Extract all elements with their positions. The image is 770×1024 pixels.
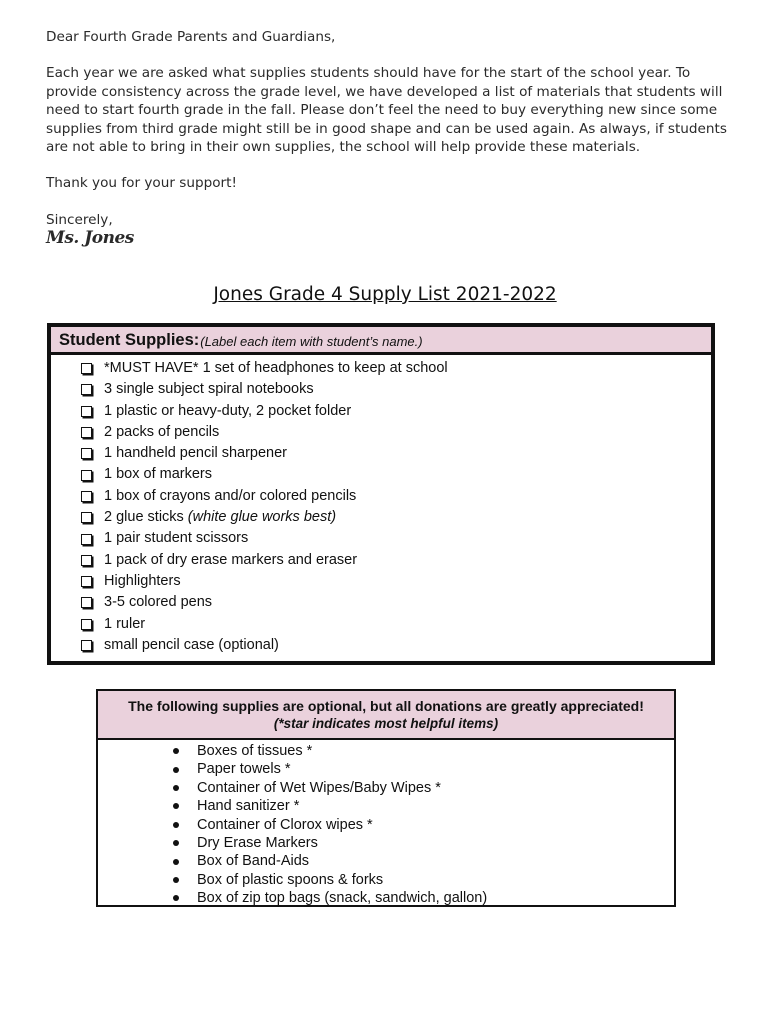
list-item xyxy=(81,614,711,635)
list-item-text: Container of Clorox wipes * xyxy=(197,816,373,833)
list-item xyxy=(81,443,711,464)
list-item xyxy=(81,401,711,422)
bullet-icon xyxy=(173,767,179,773)
letter-closing: Sincerely, xyxy=(46,211,113,228)
checkbox-icon xyxy=(81,406,92,417)
optional-supplies-header xyxy=(98,691,674,740)
bullet-icon xyxy=(173,877,179,883)
list-item xyxy=(81,528,711,549)
list-item-note: (white glue works best) xyxy=(187,509,337,526)
list-item xyxy=(173,816,674,834)
checkbox-icon xyxy=(81,597,92,608)
list-item-text: *MUST HAVE* 1 set of headphones to keep at school xyxy=(104,360,448,376)
list-item-text: Highlighters xyxy=(104,572,181,589)
student-supplies-header xyxy=(51,327,711,355)
list-item-text: 2 packs of pencils xyxy=(104,423,220,440)
student-supplies-heading: Student Supplies: xyxy=(59,331,200,349)
letter xyxy=(46,28,736,248)
optional-supplies-heading: The following supplies are optional, but all donations are greatly appreciated! xyxy=(128,698,644,714)
bullet-icon xyxy=(173,803,179,809)
checkbox-icon xyxy=(81,555,92,566)
list-item-text: 3-5 colored pens xyxy=(104,594,213,611)
bullet-icon xyxy=(173,748,179,754)
optional-supplies-box xyxy=(96,689,676,907)
list-item-text: 1 ruler xyxy=(104,615,146,632)
checkbox-icon xyxy=(81,534,92,545)
list-item-text: 1 plastic or heavy-duty, 2 pocket folder xyxy=(104,402,352,419)
list-item xyxy=(173,852,674,870)
list-item-text: 1 pack of dry erase markers and eraser xyxy=(104,551,358,568)
list-item-text: Paper towels * xyxy=(197,761,291,778)
list-item xyxy=(173,871,674,889)
letter-greeting: Dear Fourth Grade Parents and Guardians, xyxy=(46,29,336,45)
list-item-text: Dry Erase Markers xyxy=(197,835,318,852)
list-item xyxy=(81,422,711,443)
list-item xyxy=(81,486,711,507)
list-item xyxy=(173,742,674,760)
list-item xyxy=(81,507,711,528)
list-item xyxy=(81,550,711,571)
checkbox-icon xyxy=(81,384,92,395)
list-item xyxy=(81,571,711,592)
list-item xyxy=(173,779,674,797)
list-item-text: Box of Band-Aids xyxy=(197,853,310,870)
letter-thanks: Thank you for your support! xyxy=(46,175,237,192)
signature: Ms. Jones xyxy=(46,228,134,249)
bullet-icon xyxy=(173,859,179,865)
bullet-icon xyxy=(173,785,179,791)
student-supplies-note: (Label each item with student’s name.) xyxy=(200,334,423,349)
list-item-text: Boxes of tissues * xyxy=(197,743,313,759)
list-item xyxy=(173,797,674,815)
list-item-text: Container of Wet Wipes/Baby Wipes * xyxy=(197,779,441,796)
checkbox-icon xyxy=(81,512,92,523)
list-item-text: Hand sanitizer * xyxy=(197,798,300,815)
list-item xyxy=(173,889,674,907)
list-item-text: 3 single subject spiral notebooks xyxy=(104,381,314,398)
bullet-icon xyxy=(173,840,179,846)
checkbox-icon xyxy=(81,640,92,651)
checkbox-icon xyxy=(81,619,92,630)
list-item-text: Box of zip top bags (snack, sandwich, gallon) xyxy=(197,890,488,907)
list-item xyxy=(81,464,711,485)
checkbox-icon xyxy=(81,470,92,481)
list-item xyxy=(81,379,711,400)
student-supplies-box xyxy=(47,323,715,665)
list-item xyxy=(173,834,674,852)
checkbox-icon xyxy=(81,363,92,374)
list-item-text: small pencil case (optional) xyxy=(104,636,279,653)
student-supplies-list xyxy=(51,355,711,656)
list-item-text: 1 box of crayons and/or colored pencils xyxy=(104,487,357,504)
bullet-icon xyxy=(173,822,179,828)
checkbox-icon xyxy=(81,491,92,502)
list-item-text: 1 pair student scissors xyxy=(104,530,249,547)
bullet-icon xyxy=(173,895,179,901)
letter-body: Each year we are asked what supplies students should have for the start of the school year. To provide consistency across the grade level, we have developed a list of materials that students will need to start fourth grade in the fall. Please don’t feel the need to buy everything new since some supplies from third grade might still be in good shape and can be used again. As always, if students are not able to bring in their own supplies, the school will help provide these materials. xyxy=(46,65,727,156)
list-item xyxy=(81,635,711,656)
supply-list-title: Jones Grade 4 Supply List 2021-2022 xyxy=(213,284,557,305)
checkbox-icon xyxy=(81,448,92,459)
list-item xyxy=(81,592,711,613)
list-item xyxy=(81,358,711,379)
list-item-text: 2 glue sticks xyxy=(104,509,184,526)
list-item-text: 1 handheld pencil sharpener xyxy=(104,445,287,462)
list-item-text: Box of plastic spoons & forks xyxy=(197,871,384,888)
optional-supplies-list xyxy=(98,740,674,908)
list-item-text: 1 box of markers xyxy=(104,466,212,483)
optional-supplies-subheading: (*star indicates most helpful items) xyxy=(273,716,499,731)
checkbox-icon xyxy=(81,576,92,587)
checkbox-icon xyxy=(81,427,92,438)
list-item xyxy=(173,760,674,778)
